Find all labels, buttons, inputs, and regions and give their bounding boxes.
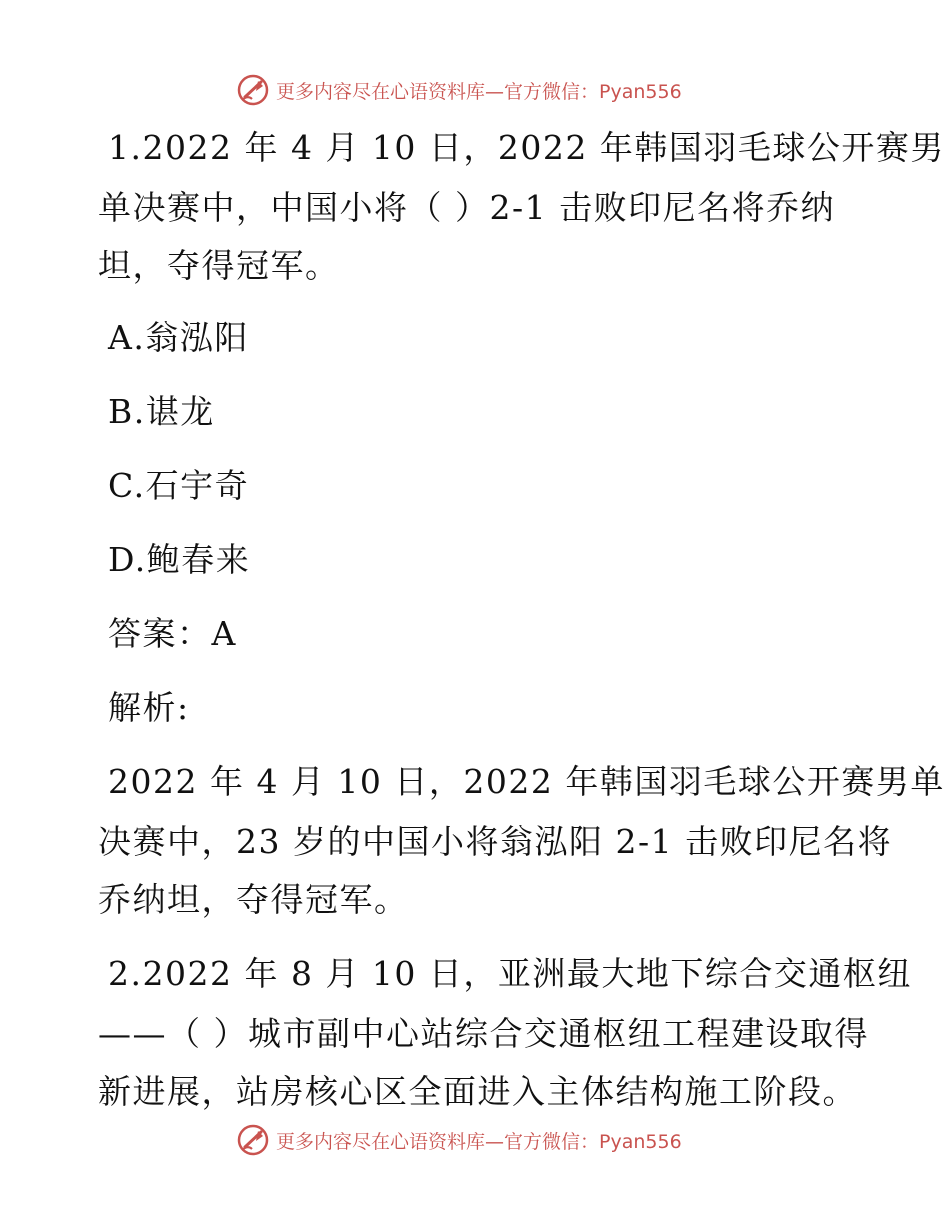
question-1-stem-line-1: 1.2022 年 4 月 10 日，2022 年韩国羽毛球公开赛男 bbox=[108, 128, 945, 167]
option-d: D.鲍春来 bbox=[108, 540, 251, 579]
watermark-footer bbox=[236, 1122, 682, 1158]
option-b: B.谌龙 bbox=[108, 392, 215, 431]
brand-logo-icon bbox=[236, 73, 270, 107]
watermark-header bbox=[236, 72, 682, 108]
question-2-stem-line-2: ——（ ）城市副中心站综合交通枢纽工程建设取得 bbox=[98, 1014, 869, 1053]
analysis-label: 解析: bbox=[108, 688, 190, 727]
question-2-stem-line-1: 2.2022 年 8 月 10 日，亚洲最大地下综合交通枢纽 bbox=[108, 954, 912, 993]
watermark-text: 更多内容尽在心语资料库—官方微信：Pyan556 bbox=[276, 80, 682, 103]
brand-logo-icon bbox=[236, 1123, 270, 1157]
option-c: C.石宇奇 bbox=[108, 466, 250, 505]
question-2-stem-line-3: 新进展，站房核心区全面进入主体结构施工阶段。 bbox=[98, 1072, 857, 1111]
option-a: A.翁泓阳 bbox=[108, 318, 249, 357]
question-1-stem-line-2: 单决赛中，中国小将（ ）2-1 击败印尼名将乔纳 bbox=[98, 188, 836, 227]
analysis-line-2: 决赛中，23 岁的中国小将翁泓阳 2-1 击败印尼名将 bbox=[98, 822, 893, 861]
analysis-line-1: 2022 年 4 月 10 日，2022 年韩国羽毛球公开赛男单 bbox=[108, 762, 945, 801]
watermark-text: 更多内容尽在心语资料库—官方微信：Pyan556 bbox=[276, 1130, 682, 1153]
analysis-line-3: 乔纳坦，夺得冠军。 bbox=[98, 880, 409, 919]
answer: 答案：A bbox=[108, 614, 237, 653]
question-1-stem-line-3: 坦，夺得冠军。 bbox=[98, 246, 340, 285]
